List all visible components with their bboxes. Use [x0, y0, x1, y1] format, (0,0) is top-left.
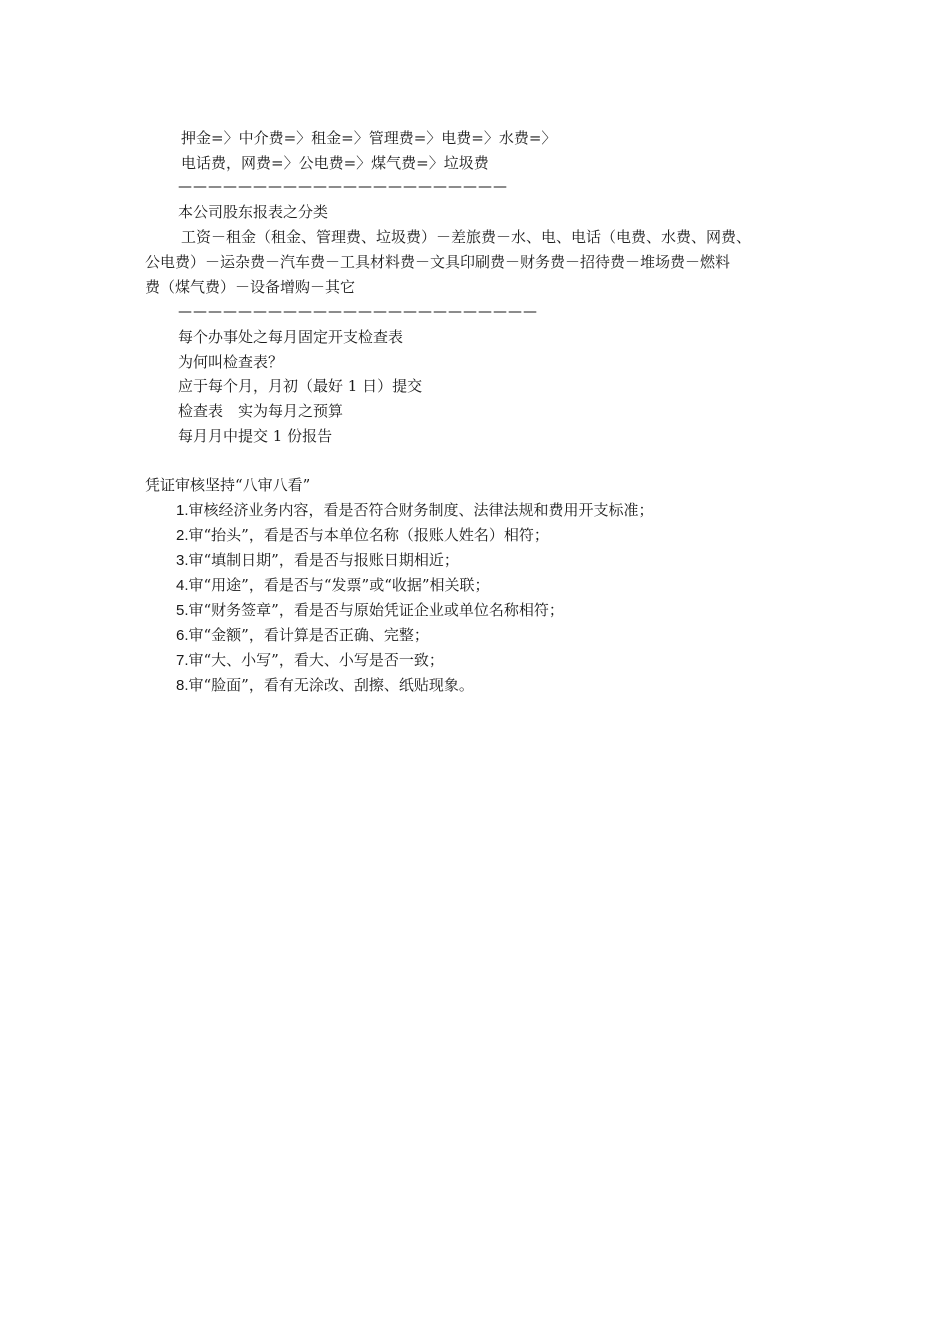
audit-item [176, 624, 429, 646]
audit-item-number: 5. [176, 602, 189, 619]
shareholder-report-title: 本公司股东报表之分类 [178, 203, 329, 221]
audit-item [176, 599, 564, 621]
audit-item-number: 6. [176, 627, 189, 644]
checklist-line-3: 应于每个月，月初（最好 1 日）提交 [178, 377, 423, 395]
shareholder-report-para-line-3: 费（煤气费）－设备增购－其它 [145, 278, 356, 296]
audit-item-text: 审“财务签章”，看是否与原始凭证企业或单位名称相符； [188, 601, 564, 619]
audit-item-number: 4. [176, 577, 189, 594]
audit-item-number: 2. [176, 527, 189, 544]
audit-item-number: 8. [176, 677, 189, 694]
audit-item [176, 649, 444, 671]
shareholder-report-para-line-1: 工资－租金（租金、管理费、垃圾费）－差旅费－水、电、电话（电费、水费、网费、 [181, 228, 752, 246]
audit-item-number: 7. [176, 652, 189, 669]
audit-item [176, 499, 654, 521]
checklist-line-4: 检查表 实为每月之预算 [178, 402, 344, 420]
voucher-audit-title: 凭证审核坚持“八审八看” [145, 476, 311, 494]
expense-flow-line-2: 电话费，网费=〉公电费=〉煤气费=〉垃圾费 [181, 154, 489, 172]
audit-item-text: 审“抬头”，看是否与本单位名称（报账人姓名）相符； [188, 526, 549, 544]
audit-item [176, 549, 459, 571]
checklist-line-2: 为何叫检查表？ [178, 353, 284, 371]
separator-rule-1: —————————————————————— [178, 179, 508, 195]
checklist-line-1: 每个办事处之每月固定开支检查表 [178, 328, 404, 346]
shareholder-report-para-line-2: 公电费）－运杂费－汽车费－工具材料费－文具印刷费－财务费－招待费－堆场费－燃料 [145, 253, 731, 271]
audit-item-text: 审“脸面”，看有无涂改、刮擦、纸贴现象。 [188, 676, 474, 694]
audit-item [176, 674, 474, 696]
audit-item-text: 审“用途”，看是否与“发票”或“收据”相关联； [188, 576, 490, 594]
audit-item-text: 审“填制日期”，看是否与报账日期相近； [188, 551, 459, 569]
audit-item [176, 524, 549, 546]
checklist-line-5: 每月月中提交 1 份报告 [178, 427, 333, 445]
audit-item [176, 574, 490, 596]
expense-flow-line-1: 押金=〉中介费=〉租金=〉管理费=〉电费=〉水费=〉 [181, 129, 557, 147]
audit-item-number: 3. [176, 552, 189, 569]
audit-item-text: 审“大、小写”，看大、小写是否一致； [188, 651, 444, 669]
audit-item-text: 审核经济业务内容，看是否符合财务制度、法律法规和费用开支标准； [188, 501, 654, 519]
separator-rule-2: ———————————————————————— [178, 304, 538, 320]
audit-item-number: 1. [176, 502, 189, 519]
audit-item-text: 审“金额”，看计算是否正确、完整； [188, 626, 429, 644]
